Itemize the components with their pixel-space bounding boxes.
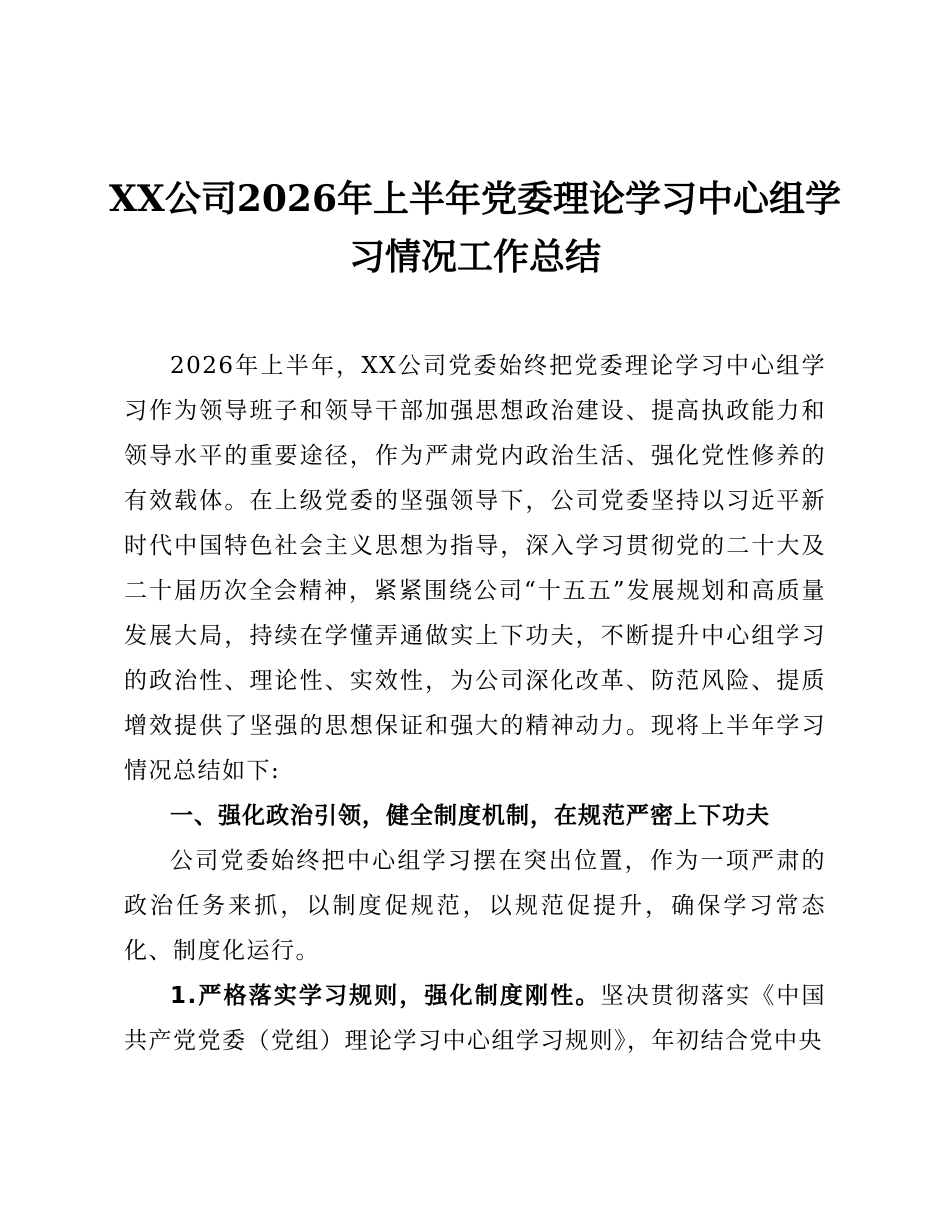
section-1-paragraph: 公司党委始终把中心组学习摆在突出位置，作为一项严肃的政治任务来抓，以制度促规范，以规范促提升，确保学习常态化、制度化运行。 [124,848,826,964]
section-heading-1: 一、强化政治引领，健全制度机制，在规范严密上下功夫 [170,803,770,829]
item-1-lead: 1.严格落实学习规则，强化制度刚性。 [170,983,601,1009]
section-1-item-1 [124,974,826,1064]
item-1-text: 坚决贯彻落实《中国共产党党委（党组）理论学习中心组学习规则》，年初结合党中央 [124,983,826,1054]
document-body [124,344,826,1064]
intro-paragraph: 2026年上半年，XX公司党委始终把党委理论学习中心组学习作为领导班子和领导干部加强思想政治建设、提高执政能力和领导水平的重要途径，作为严肃党内政治生活、强化党性修养的有效载体。在上级党委的坚强领导下，公司党委坚持以习近平新时代中国特色社会主义思想为指导，深入学习贯彻党的二十大及二十届历次全会精神，紧紧围绕公司“十五五”发展规划和高质量发展大局，持续在学懂弄通做实上下功夫，不断提升中心组学习的政治性、理论性、实效性，为公司深化改革、防范风险、提质增效提供了坚强的思想保证和强大的精神动力。现将上半年学习情况总结如下: [124,353,826,784]
document-title: XX公司2026年上半年党委理论学习中心组学习情况工作总结 [108,178,842,278]
